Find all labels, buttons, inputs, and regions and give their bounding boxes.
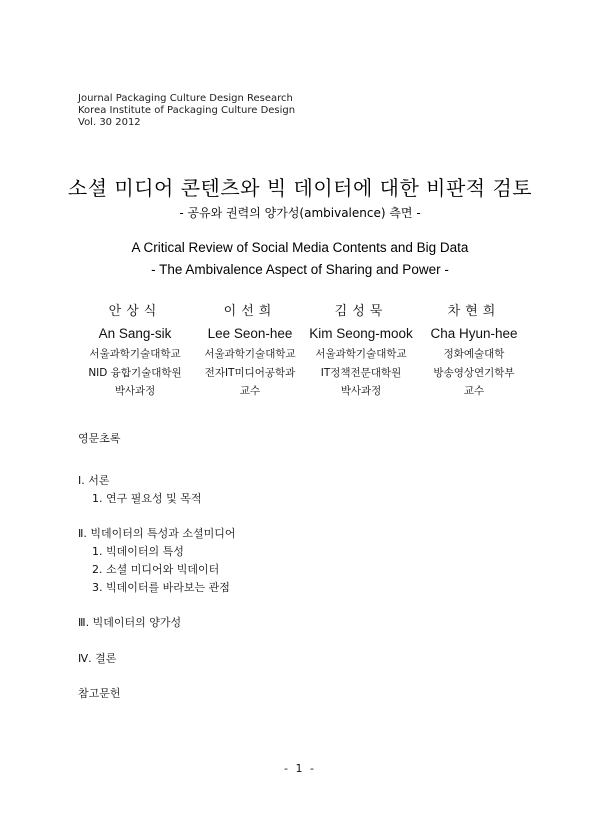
author-block bbox=[301, 302, 421, 401]
author-name-english: An Sang-sik bbox=[98, 326, 172, 341]
page-number: - 1 - bbox=[284, 762, 316, 775]
author-affiliation: 서울과학기술대학교 bbox=[315, 348, 407, 360]
toc-section-2-2: 2. 소셜 미디어와 빅데이터 bbox=[92, 563, 220, 576]
toc-abstract: 영문초록 bbox=[78, 432, 121, 445]
author-block bbox=[190, 302, 310, 401]
korean-title: 소셜 미디어 콘텐츠와 빅 데이터에 대한 비판적 검토 bbox=[67, 176, 533, 200]
english-title: A Critical Review of Social Media Contents and Big Data bbox=[131, 240, 469, 255]
author-affiliation: 서울과학기술대학교 bbox=[204, 348, 296, 360]
author-department: 방송영상연기학부 bbox=[433, 366, 515, 379]
journal-volume: Vol. 30 2012 bbox=[78, 117, 141, 128]
author-position: 박사과정 bbox=[340, 385, 382, 397]
author-name-korean: 안상식 bbox=[108, 304, 162, 319]
toc-section-3: Ⅲ. 빅데이터의 양가성 bbox=[78, 616, 182, 629]
author-name-english: Cha Hyun-hee bbox=[430, 326, 518, 341]
author-affiliation: 서울과학기술대학교 bbox=[89, 348, 181, 360]
toc-section-1-1: 1. 연구 필요성 및 목적 bbox=[92, 492, 202, 505]
author-position: 교수 bbox=[239, 385, 261, 397]
toc-section-1: Ⅰ. 서론 bbox=[78, 474, 110, 487]
author-name-english: Lee Seon-hee bbox=[207, 326, 293, 341]
author-department: NID 융합기술대학원 bbox=[88, 366, 182, 379]
author-block bbox=[75, 302, 195, 401]
toc-section-2-1: 1. 빅데이터의 특성 bbox=[92, 545, 184, 558]
author-department: IT정책전문대학원 bbox=[320, 366, 402, 379]
journal-publisher: Korea Institute of Packaging Culture Design bbox=[78, 105, 296, 116]
english-subtitle: - The Ambivalence Aspect of Sharing and Power - bbox=[151, 262, 449, 277]
journal-info bbox=[78, 93, 295, 129]
author-affiliation: 정화예술대학 bbox=[443, 348, 505, 360]
author-name-korean: 이선희 bbox=[223, 304, 277, 319]
korean-subtitle: - 공유와 권력의 양가성(ambivalence) 측면 - bbox=[179, 206, 421, 220]
journal-name: Journal Packaging Culture Design Research bbox=[78, 93, 293, 104]
author-position: 박사과정 bbox=[114, 385, 156, 397]
author-department: 전자IT미디어공학과 bbox=[204, 366, 296, 379]
author-block bbox=[414, 302, 534, 401]
author-name-english: Kim Seong-mook bbox=[309, 326, 413, 341]
author-name-korean: 김성묵 bbox=[334, 304, 388, 319]
toc-section-2: Ⅱ. 빅데이터의 특성과 소셜미디어 bbox=[78, 527, 236, 540]
toc-section-4: Ⅳ. 결론 bbox=[78, 652, 117, 665]
author-position: 교수 bbox=[463, 385, 485, 397]
author-name-korean: 차현희 bbox=[447, 304, 501, 319]
toc-section-2-3: 3. 빅데이터를 바라보는 관점 bbox=[92, 581, 230, 594]
toc-references: 참고문헌 bbox=[78, 687, 121, 700]
